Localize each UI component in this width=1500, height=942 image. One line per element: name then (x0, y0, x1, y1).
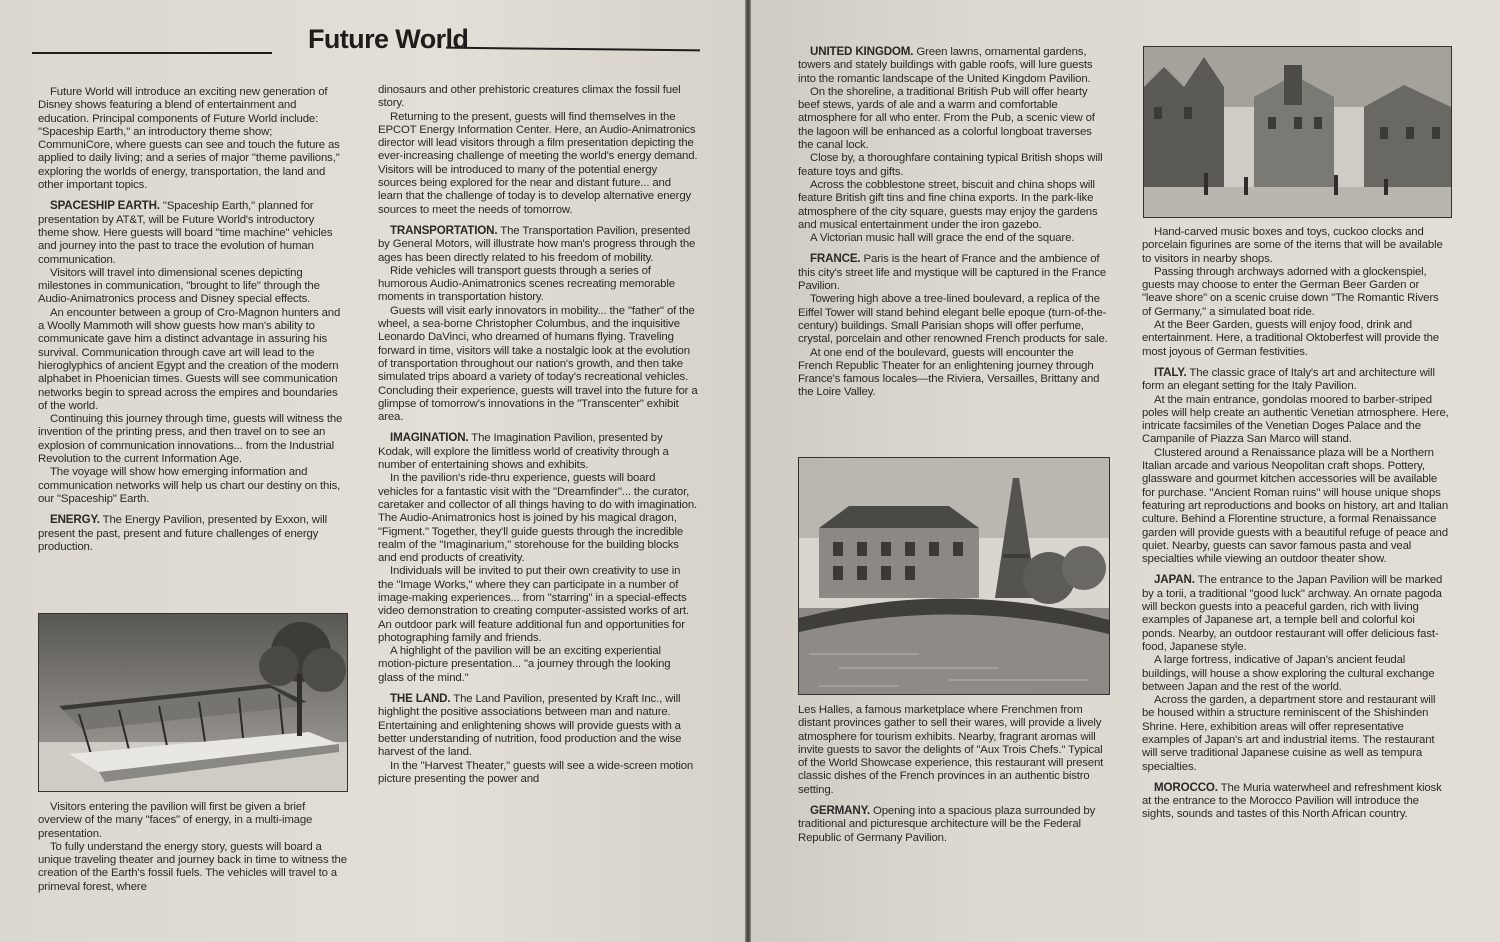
section-paragraph (378, 431, 698, 472)
section-paragraph (1142, 573, 1450, 654)
paragraph: Future World will introduce an exciting new generation of Disney shows featuring a blend of entertainment and education. Principal components of Future World include: "Spaceship Earth," an introductory theme show; CommuniCore, where guests can see and touch the future as applied to daily living; and a series of major "theme pavilions," exploring the worlds of energy, transportation, the land and other important topics. (38, 86, 340, 192)
title-rule-right (446, 47, 700, 52)
section-paragraph (1142, 781, 1450, 822)
section-heading: GERMANY. (810, 804, 870, 818)
paragraph: Visitors will travel into dimensional scenes depicting milestones in communication, "brought to life" through the Audio-Animatronics process and Disney special effects. (38, 266, 320, 306)
paragraph: Individuals will be invited to put their own creativity to use in the "Image Works," where they can participate in a number of image-making experiences... from "starring" in a special-effects video demonstration to creating computer-assisted works of art. An outdoor park will feature additional fun and opportunities for photographing family and friends. (378, 565, 689, 644)
section-heading: SPACESHIP EARTH. (50, 199, 160, 213)
section-text: The Imagination Pavilion, presented by Kodak, will explore the limitless world of creativity through a number of entertaining shows and exhibits. (378, 432, 669, 472)
column-2 (378, 84, 698, 786)
right-page (751, 0, 1500, 942)
section-text: The entrance to the Japan Pavilion will be marked by a torii, a traditional "good luck" archway. An ornate pagoda will beckon guests into a peaceful garden, rich with living examples of Japanese art, a temple bell and colorful koi ponds. Nearby, an outdoor restaurant will offer delicious fast-food, Japanese style. (1142, 574, 1443, 653)
paragraph: Passing through archways adorned with a glockenspiel, guests may choose to enter the German Beer Garden or "leave shore" on a scenic cruise down "The Romantic Rivers of Germany," a simulated boat ride. (1142, 265, 1439, 318)
paragraph: In the "Harvest Theater," guests will see a wide-screen motion picture presenting the power and (378, 759, 694, 785)
paragraph: On the shoreline, a traditional British Pub will offer hearty beef stews, yards of ale and a warm and comfortable atmosphere for all who enter. From the Pub, a scenic view of the lagoon will be enhanced as a colorful longboat traverses the canal lock. (798, 85, 1095, 152)
paragraph: A Victorian music hall will grace the end of the square. (810, 232, 1075, 245)
section-paragraph (1142, 366, 1450, 394)
section-heading: THE LAND. (390, 692, 451, 706)
france-pavilion-illustration (798, 457, 1110, 695)
paragraph: At one end of the boulevard, guests will encounter the French Republic Theater for an enlightening journey through France's famous locales—the Riviera, Versailles, Brittany and the Loire Valley. (798, 346, 1100, 399)
paragraph: An encounter between a group of Cro-Magnon hunters and a Woolly Mammoth will show guests how man's ability to communicate gave him a distinct advantage in assuring his survival. Communication through cave art will lead to the hieroglyphics of ancient Egypt and the creation of the modern alphabet in Phoenician times. Guests will see communication networks begin to spread across the empires and boundaries of the world. (38, 306, 341, 412)
paragraph: Across the cobblestone street, biscuit and china shops will feature British gift tins and fine china exports. In the park-like atmosphere of the city square, guests may enjoy the gardens and musical entertainment under the iron gazebo. (798, 178, 1098, 231)
paragraph: Returning to the present, guests will find themselves in the EPCOT Energy Information Center. Here, an Audio-Animatronics director will lead visitors through a film presentation depicting the ever-increasing challenge of meeting the world's energy demand. Visitors will be introduced to many of the potential energy sources being explored for the near and distant future... and learn that the challenge of today is to develop alternative energy sources to meet the needs of tomorrow. (378, 110, 698, 216)
section-paragraph (38, 199, 348, 266)
section-heading: UNITED KINGDOM. (810, 45, 914, 58)
paragraph: Hand-carved music boxes and toys, cuckoo clocks and porcelain figurines are some of the items that will be available to visitors in nearby shops. (1142, 226, 1443, 265)
section-paragraph (798, 45, 1110, 86)
column-4 (1142, 226, 1450, 822)
section-paragraph (798, 804, 1110, 845)
column-1-bottom (38, 801, 348, 894)
section-heading: ITALY. (1154, 365, 1187, 379)
section-heading: TRANSPORTATION. (390, 223, 498, 237)
paragraph: Close by, a thoroughfare containing typical British shops will feature toys and gifts. (798, 152, 1103, 178)
section-paragraph (378, 692, 698, 759)
paragraph: To fully understand the energy story, guests will board a unique traveling theater and journey back in time to witness the creation of the Earth's fossil fuels. The vehicles will travel to a primeval forest, where (38, 840, 347, 893)
paragraph: A highlight of the pavilion will be an exciting experiential motion-picture presentation... "a journey through the looking glass of the mind." (378, 645, 671, 684)
paragraph: A large fortress, indicative of Japan's ancient feudal buildings, will house a show exploring the cultural exchange between Japan and the rest of the world. (1142, 654, 1435, 693)
section-heading: JAPAN. (1154, 573, 1195, 587)
paragraph: Clustered around a Renaissance plaza will be a Northern Italian arcade and various Neopolitan craft shops. Pottery, glassware and gourmet kitchen accessories will be available for purchase. "Ancient Roman ruins" will house unique shops featuring art reproductions and books on history, art and Italian culture. Behind a Florentine structure, a formal Renaissance garden will provide guests with a beautiful refuge of peace and quiet. Nearby, guests can savor famous pasta and veal specialties while viewing an outdoor theater show. (1142, 446, 1449, 566)
paragraph: Across the garden, a department store and restaurant will be housed within a structure reminiscent of the Shishinden Shrine. Here, exhibition areas will offer representative examples of Japan's art and industrial items. The restaurant will serve traditional Japanese cuisine as well as tempura specialties. (1142, 694, 1436, 773)
section-paragraph (378, 224, 698, 265)
paragraph: Continuing this journey through time, guests will witness the invention of the printing press, and then travel on to see an explosion of communication innovations... from the Industrial Revolution to the current Information Age. (38, 413, 343, 466)
paragraph: At the main entrance, gondolas moored to barber-striped poles will help create an authentic Venetian atmosphere. Here, intricate facsimiles of the Venetian Doges Palace and the Campanile of Piazza San Marco will stand. (1142, 393, 1449, 446)
paragraph: Towering high above a tree-lined boulevard, a replica of the Eiffel Tower will stand behind elegant belle epoque (turn-of-the-century) buildings. Small Parisian shops will offer perfume, crystal, porcelain and other renowned French products for sale. (798, 293, 1108, 346)
section-text: The Transportation Pavilion, presented by General Motors, will illustrate how man's progress through the ages has been directly related to his freedom of mobility. (378, 224, 696, 264)
paragraph: In the pavilion's ride-thru experience, guests will board vehicles for a fantastic visit with the "Dreamfinder"... the curator, caretaker and collector of all things having to do with imagination. The Audio-Animatronics host is joined by his magical dragon, "Figment." Together, they'll guide guests through the incredible realm of the "Imaginarium," storehouse for the building blocks and end products of creativity. (378, 472, 698, 565)
section-heading: ENERGY. (50, 513, 100, 527)
section-text: The classic grace of Italy's art and architecture will form an elegant setting for the Italy Pavilion. (1142, 366, 1435, 393)
section-text: "Spaceship Earth," planned for presentation by AT&T, will be Future World's introductory theme show. Here guests will board "time machine" vehicles and journey into the past to trace the evolution of human communication. (38, 200, 333, 266)
energy-pavilion-photo (38, 613, 348, 792)
section-paragraph (38, 513, 348, 554)
column-3-top (798, 45, 1110, 400)
section-paragraph (798, 252, 1110, 293)
section-heading: MOROCCO. (1154, 780, 1218, 794)
paragraph: Visitors entering the pavilion will first be given a brief overview of the many "faces" of energy, in a multi-image presentation. (38, 801, 313, 840)
paragraph: At the Beer Garden, guests will enjoy food, drink and entertainment. Here, a traditional Oktoberfest will provide the most joyous of German festivities. (1142, 319, 1439, 358)
section-text: The Energy Pavilion, presented by Exxon, will present the past, present and future challenges of energy production. (38, 514, 328, 553)
section-text: The Land Pavilion, presented by Kraft Inc., will highlight the positive associations between man and nature. Entertaining and enlightening shows will provide guests with a better understanding of nutrition, food production and the wise harvest of the land. (378, 693, 682, 759)
left-page (0, 0, 745, 942)
paragraph: Ride vehicles will transport guests through a series of humorous Audio-Animatronics scenes recreating memorable moments in transportation history. (378, 264, 675, 304)
paragraph: Les Halles, a famous marketplace where Frenchmen from distant provinces gather to sell their wares, will provide a lively atmosphere for tourism exhibits. Nearby, fragrant aromas will invite guests to savor the delights of "Aux Trois Chefs." Typical of the World Showcase experience, this restaurant will present classic dishes of the French provinces in an authentic bistro setting. (798, 704, 1104, 796)
title-rule-left (32, 52, 272, 54)
section-text: Opening into a spacious plaza surrounded by traditional and picturesque architecture will be the Federal Republic of Germany Pavilion. (798, 805, 1096, 844)
column-3-bottom (798, 704, 1110, 845)
section-text: The Muria waterwheel and refreshment kiosk at the entrance to the Morocco Pavilion will introduce the sights, sounds and tastes of this North African country. (1142, 781, 1442, 821)
section-text: Paris is the heart of France and the ambience of this city's street life and mystique will be captured in the France Pavilion. (798, 253, 1107, 293)
page-title: Future World (308, 24, 469, 54)
section-heading: FRANCE. (810, 252, 861, 266)
column-1-top (38, 86, 348, 554)
section-text: Green lawns, ornamental gardens, towers and stately buildings with gable roofs, will lure guests into the romantic landscape of the United Kingdom Pavilion. (798, 46, 1093, 85)
paragraph: dinosaurs and other prehistoric creatures climax the fossil fuel story. (378, 84, 681, 110)
germany-pavilion-illustration (1143, 46, 1452, 218)
paragraph: The voyage will show how emerging information and communication networks will help us chart our destiny on this, our "Spaceship" Earth. (38, 466, 341, 505)
section-header (32, 22, 702, 60)
paragraph: Guests will visit early innovators in mobility... the "father" of the wheel, a sea-borne Christopher Columbus, and the inquisitive Leonardo DaVinci, who dreamed of humans flying. Traveling forward in time, visitors will take a nostalgic look at the evolution of transportation throughout our nation's growth, and then take simulated trips aboard a variety of today's recreational vehicles. Concluding their experience, guests will travel into the future for a glimpse of tomorrow's innovations in the "Transcenter" exhibit area. (378, 304, 698, 424)
section-heading: IMAGINATION. (390, 431, 469, 445)
